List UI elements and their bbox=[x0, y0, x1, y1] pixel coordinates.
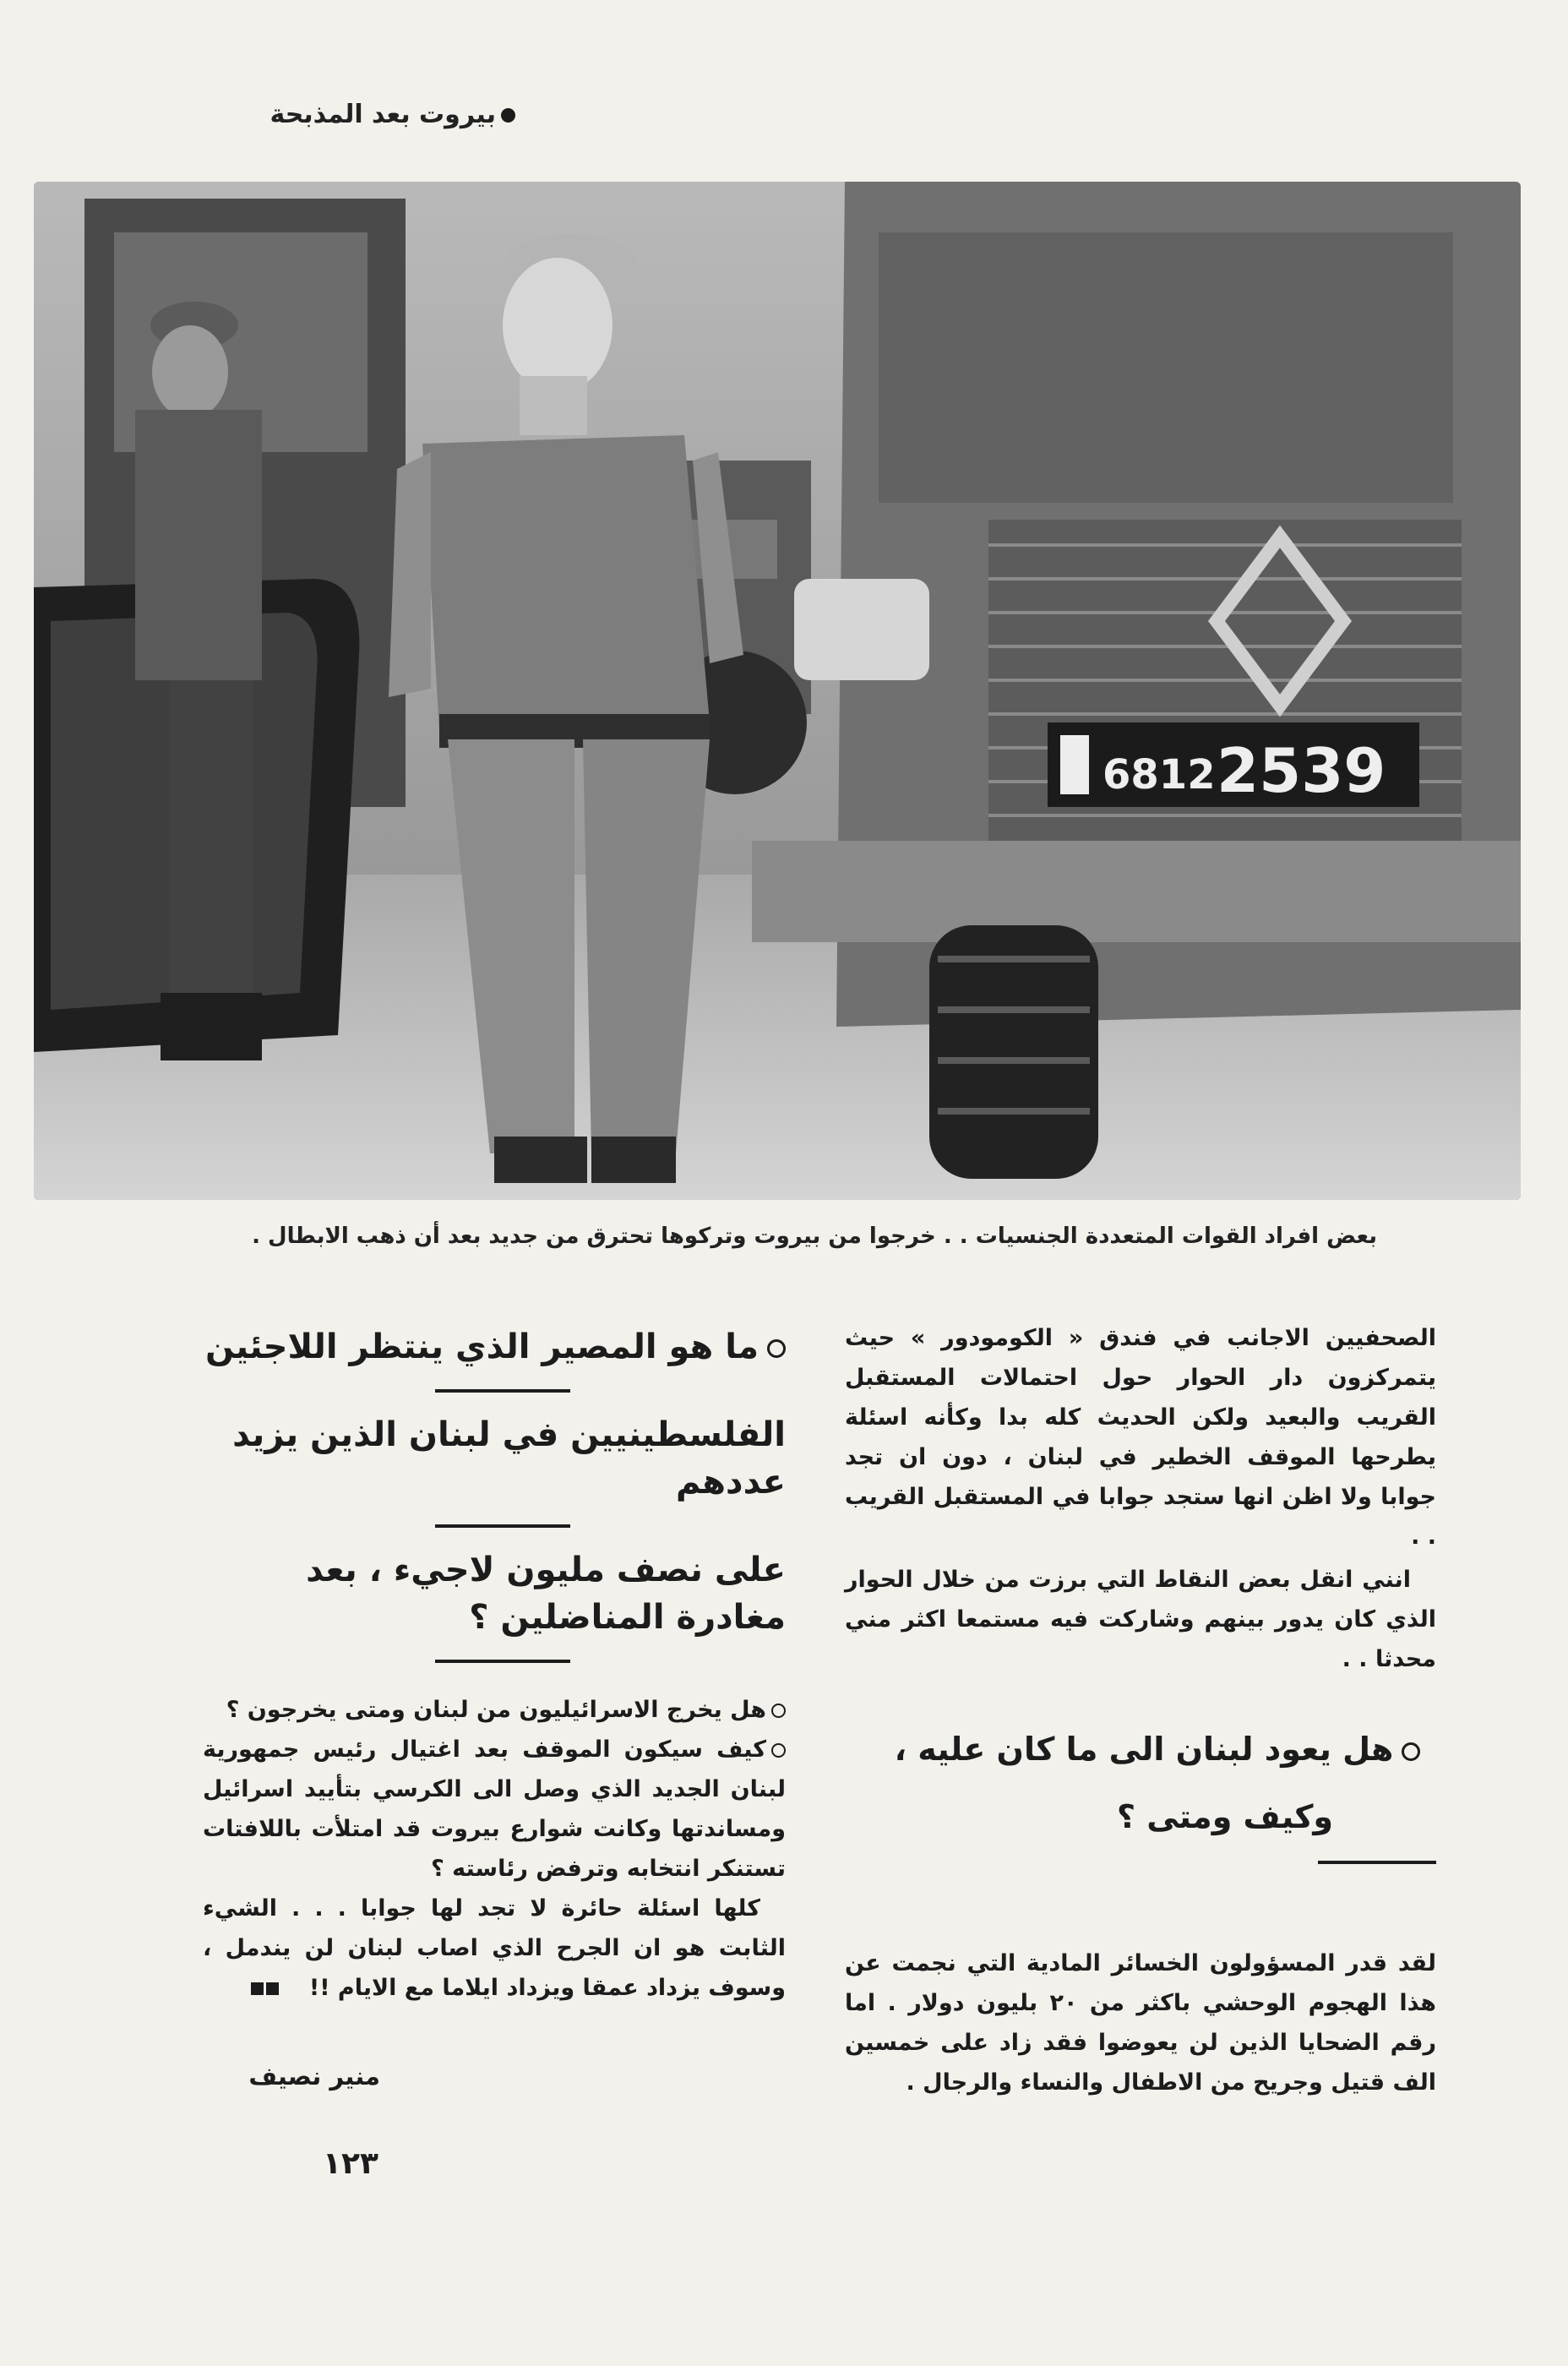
circle-bullet-icon bbox=[771, 1704, 786, 1718]
circle-bullet-icon bbox=[767, 1339, 786, 1358]
running-head-text: بيروت بعد المذبحة bbox=[270, 100, 496, 129]
headline-line-1: ما هو المصير الذي ينتظر اللاجئين bbox=[205, 1327, 759, 1366]
paragraph: الصحفيين الاجانب في فندق « الكومودور » حيث يتمركزون دار الحوار حول احتمالات المستقبل القريب والبعيد ولكن الحديث كله بدا وكأنه اسئلة يطرحها الموقف الخطير في لبنان ، دون ان تجد جوابا ولا اظن انها ستجد جوابا في المستقبل القريب . . bbox=[845, 1325, 1436, 1550]
headline-line-3: على نصف مليون لاجيء ، بعد مغادرة المناضلين ؟ bbox=[306, 1551, 786, 1637]
right-column bbox=[845, 1318, 1436, 1682]
left-column bbox=[203, 1690, 786, 2008]
author-byline: منير نصيف bbox=[248, 2062, 380, 2091]
sub-heading-line-2: وكيف ومتى ؟ bbox=[1116, 1798, 1334, 1835]
divider bbox=[435, 1660, 570, 1663]
sub-heading bbox=[845, 1715, 1436, 1864]
news-photo bbox=[34, 182, 1521, 1200]
headline-line-2: الفلسطينيين في لبنان الذين يزيد عددهم bbox=[232, 1415, 786, 1502]
photo-caption: بعض افراد القوات المتعددة الجنسيات . . خرجوا من بيروت وتركوها تحترق من جديد بعد أن ذهب الابطال . bbox=[252, 1224, 1377, 1249]
sub-heading-line-1: هل يعود لبنان الى ما كان عليه ، bbox=[894, 1731, 1394, 1768]
question-item: كيف سيكون الموقف بعد اغتيال رئيس جمهورية لبنان الجديد الذي وصل الى الكرسي بتأييد اسرائيل ومساندتها وكانت شوارع بيروت قد امتلأت باللافتات تستنكر انتخابه وترفض رئاسته ؟ bbox=[203, 1736, 786, 1882]
headline bbox=[203, 1318, 786, 1676]
divider bbox=[1318, 1861, 1436, 1864]
running-head bbox=[211, 100, 515, 150]
end-mark-icon bbox=[248, 1968, 304, 2008]
paragraph: انني انقل بعض النقاط التي برزت من خلال الحوار الذي كان يدور بينهم وشاركت فيه مستمعا اكثر مني محدثا . . bbox=[845, 1567, 1436, 1672]
bullet-dot-icon bbox=[501, 108, 515, 123]
page-number: ١٢٣ bbox=[323, 2146, 378, 2181]
soldiers-truck-photo bbox=[34, 182, 1521, 1200]
plate-small-number: 6812 bbox=[1102, 751, 1216, 799]
divider bbox=[435, 1524, 570, 1528]
divider bbox=[435, 1389, 570, 1393]
question-item: هل يخرج الاسرائيليون من لبنان ومتى يخرجون ؟ bbox=[203, 1690, 786, 1730]
circle-bullet-icon bbox=[771, 1743, 786, 1758]
plate-large-number: 2539 bbox=[1217, 735, 1386, 806]
right-column-bottom bbox=[845, 1944, 1436, 2102]
closing-paragraph: كلها اسئلة حائرة لا تجد لها جوابا . . . الشيء الثابت هو ان الجرح الذي اصاب لبنان لن يندمل ، وسوف يزداد عمقا ويزداد ايلاما مع الايام !! bbox=[203, 1889, 786, 2008]
paragraph: لقد قدر المسؤولون الخسائر المادية التي نجمت عن هذا الهجوم الوحشي باكثر من ٢٠ بليون دولار . اما رقم الضحايا الذين لن يعوضوا فقد زاد على خمسين الف قتيل وجريح من الاطفال والنساء والرجال . bbox=[845, 1950, 1436, 2096]
circle-bullet-icon bbox=[1402, 1742, 1420, 1761]
